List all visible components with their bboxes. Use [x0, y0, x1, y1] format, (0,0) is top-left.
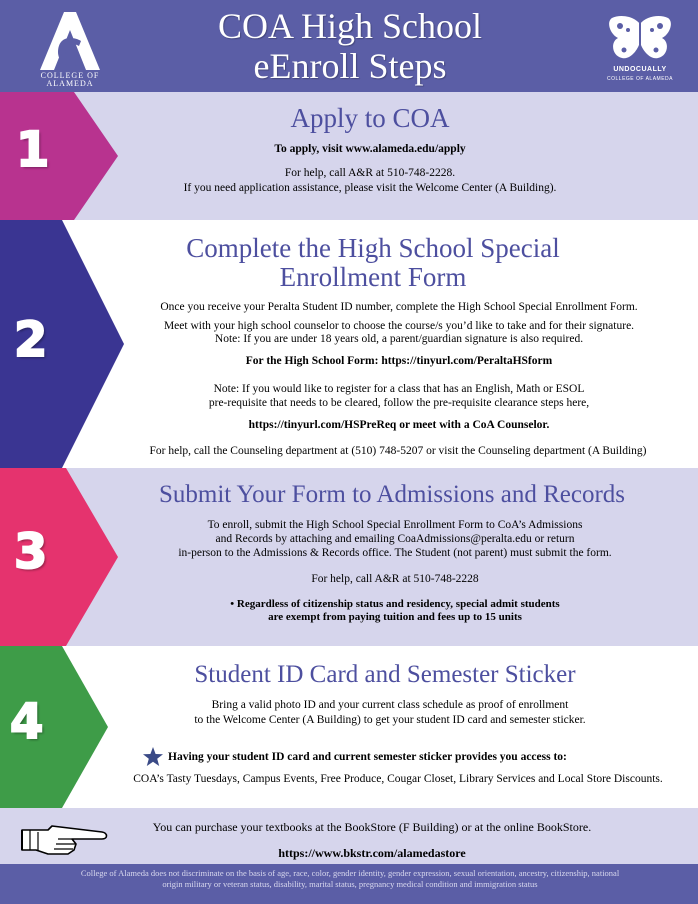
step-2-note-1: Note: If you would like to register for a class that has an English, Math or ESOL [213, 383, 585, 395]
step-2-title [128, 234, 618, 292]
star-icon [143, 747, 163, 767]
bookstore-section [0, 808, 698, 864]
pointing-hand-icon [18, 820, 110, 858]
undocually-label: UNDOCUALLY [613, 66, 667, 73]
step-2-p2: Meet with your high school counselor to choose the course/s you’d like to take and for their signature. [163, 320, 635, 332]
nondiscrimination-statement [20, 868, 680, 890]
bookstore-link[interactable]: https://www.bkstr.com/alamedastore [278, 846, 466, 860]
college-logo-label-2: ALAMEDA [46, 79, 94, 88]
step-4-number: 4 [10, 694, 44, 750]
step-2-number: 2 [14, 312, 48, 368]
step-1-help: For help, call A&R at 510-748-2228. [284, 167, 456, 179]
step-3-p2: and Records by attaching and emailing CoaAdmissions@peralta.edu or return [215, 533, 575, 545]
step-3-bullet: • [230, 598, 235, 610]
step-3-p1: To enroll, submit the High School Special Enrollment Form to CoA’s Admissions [207, 519, 583, 531]
step-3-exempt [120, 598, 670, 624]
bookstore-text: You can purchase your textbooks at the BookStore (F Building) or at the online BookStore. [152, 820, 592, 834]
step-2-prereq-link[interactable]: https://tinyurl.com/HSPreReq or meet with a CoA Counselor. [248, 419, 550, 431]
college-of-alameda-logo [34, 12, 106, 88]
step-4-p1: Bring a valid photo ID and your current class schedule as proof of enrollment [211, 699, 569, 711]
undocually-logo [598, 14, 682, 90]
step-4-title: Student ID Card and Semester Sticker [194, 661, 576, 688]
title-line-2: eEnroll Steps [253, 46, 447, 86]
butterfly-icon [598, 14, 682, 64]
step-3-p3: in-person to the Admissions & Records office. The Student (not parent) must submit the form. [178, 547, 612, 559]
step-4-access: Having your student ID card and current semester sticker provides you access to: [168, 751, 567, 763]
step-2-section [0, 220, 698, 468]
step-2-title-line-2: Enrollment Form [279, 262, 467, 292]
step-3-number: 3 [14, 524, 48, 580]
step-4-section [0, 646, 698, 808]
footer-line-1: College of Alameda does not discriminate on the basis of age, race, color, gender identity, gender expression, sexual orientation, ancestry, citizenship, national [80, 868, 620, 878]
undocually-sublabel: COLLEGE OF ALAMEDA [607, 76, 673, 82]
step-2-form-link[interactable]: For the High School Form: https://tinyurl.com/PeraltaHSform [245, 355, 553, 367]
step-2-p1: Once you receive your Peralta Student ID number, complete the High School Special Enrollment Form. [160, 301, 638, 313]
step-2-help: For help, call the Counseling department at (510) 748-5207 or visit the Counseling department (A Building) [149, 445, 647, 457]
footer-line-2: origin military or veteran status, disability, marital status, pregnancy medical condition and immigration status [162, 879, 538, 889]
step-3-exempt-2: are exempt from paying tuition and fees up to 15 units [268, 611, 522, 623]
footer [0, 864, 698, 904]
step-1-section [0, 92, 698, 220]
step-4-perks: COA’s Tasty Tuesdays, Campus Events, Free Produce, Cougar Closet, Library Services and Local Store Discounts. [133, 773, 663, 785]
page-title [150, 6, 550, 86]
title-line-1: COA High School [217, 6, 483, 46]
step-1-apply-link[interactable]: To apply, visit www.alameda.edu/apply [274, 143, 466, 155]
step-2-p3: Note: If you are under 18 years old, a parent/guardian signature is also required. [214, 333, 584, 345]
college-logo-label-1: COLLEGE OF [40, 71, 100, 80]
step-3-title: Submit Your Form to Admissions and Records [158, 481, 626, 508]
step-2-note-2: pre-requisite that needs to be cleared, follow the pre-requisite clearance steps here, [208, 397, 590, 409]
step-2-title-line-1: Complete the High School Special [186, 233, 560, 263]
step-4-p2: to the Welcome Center (A Building) to get your student ID card and semester sticker. [194, 714, 586, 726]
header [0, 0, 698, 92]
step-3-exempt-1: Regardless of citizenship status and residency, special admit students [236, 598, 560, 610]
step-1-assistance: If you need application assistance, please visit the Welcome Center (A Building). [183, 182, 557, 194]
step-1-number: 1 [16, 122, 50, 178]
step-3-section [0, 468, 698, 646]
step-3-help: For help, call A&R at 510-748-2228 [311, 573, 479, 585]
step-1-title: Apply to COA [290, 103, 450, 133]
